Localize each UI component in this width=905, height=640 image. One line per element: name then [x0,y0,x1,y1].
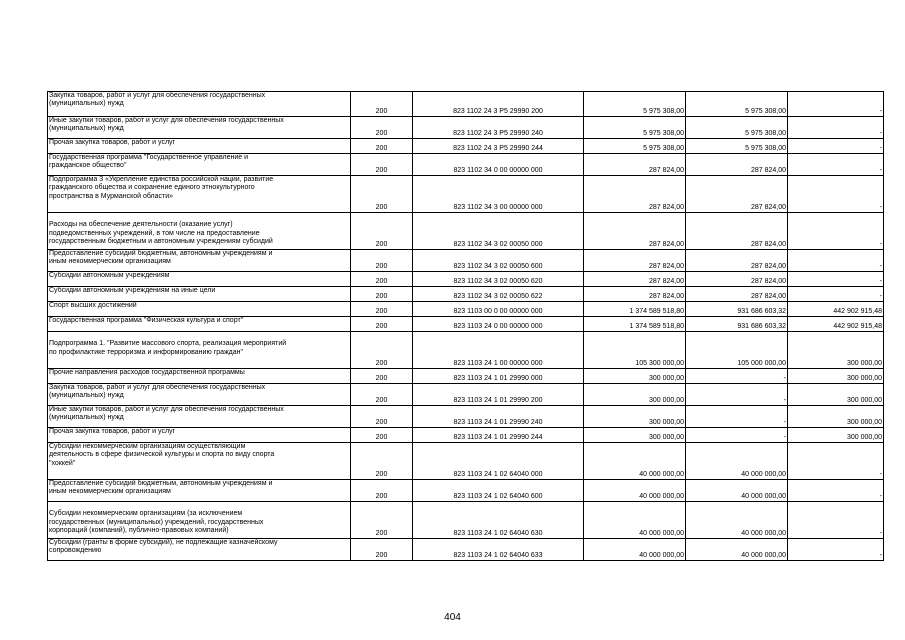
row-classification-code: 823 1103 24 1 01 29990 244 [413,428,584,443]
row-unexecuted-amount: 442 902 915,48 [788,302,884,317]
row-classification-code: 823 1103 24 1 01 29990 000 [413,369,584,384]
row-unexecuted-amount: - [788,176,884,213]
row-code: 200 [351,443,413,480]
row-code: 200 [351,302,413,317]
row-classification-code: 823 1103 00 0 00 00000 000 [413,302,584,317]
row-unexecuted-amount: - [788,539,884,561]
table-row [48,406,884,428]
row-executed-amount: 931 686 603,32 [686,317,788,332]
row-executed-amount: 40 000 000,00 [686,502,788,539]
row-code: 200 [351,117,413,139]
row-executed-amount: - [686,406,788,428]
row-name: Субсидии автономным учреждениям на иные цели [48,287,351,302]
table-row [48,443,884,480]
row-executed-amount: - [686,369,788,384]
row-executed-amount: 287 824,00 [686,250,788,272]
row-code: 200 [351,332,413,369]
row-approved-amount: 40 000 000,00 [584,443,686,480]
table-row [48,287,884,302]
row-executed-amount: 5 975 308,00 [686,92,788,117]
row-unexecuted-amount: - [788,272,884,287]
row-executed-amount: 287 824,00 [686,176,788,213]
row-code: 200 [351,213,413,250]
row-code: 200 [351,428,413,443]
row-name: Прочие направления расходов государственной программы [48,369,351,384]
row-unexecuted-amount: - [788,443,884,480]
table-row [48,317,884,332]
row-code: 200 [351,287,413,302]
row-approved-amount: 287 824,00 [584,287,686,302]
row-code: 200 [351,139,413,154]
row-executed-amount: 287 824,00 [686,154,788,176]
row-classification-code: 823 1103 24 1 02 64040 633 [413,539,584,561]
row-name: Государственная программа "Государственное управление и гражданское общество" [48,154,351,176]
row-executed-amount: 287 824,00 [686,213,788,250]
row-classification-code: 823 1103 24 1 00 00000 000 [413,332,584,369]
row-name: Расходы на обеспечение деятельности (оказание услуг) подведомственных учреждений, в том числе на предоставление государственным бюджетным и автономным учреждениям субсидий [48,213,351,250]
row-unexecuted-amount: 442 902 915,48 [788,317,884,332]
row-unexecuted-amount: 300 000,00 [788,428,884,443]
row-approved-amount: 287 824,00 [584,213,686,250]
row-name: Предоставление субсидий бюджетным, автономным учреждениям и иным некоммерческим организациям [48,250,351,272]
row-approved-amount: 105 300 000,00 [584,332,686,369]
row-unexecuted-amount: - [788,502,884,539]
row-approved-amount: 287 824,00 [584,272,686,287]
budget-table-body [48,92,884,561]
row-unexecuted-amount: - [788,250,884,272]
row-code: 200 [351,317,413,332]
row-executed-amount: 40 000 000,00 [686,443,788,480]
row-code: 200 [351,502,413,539]
table-row [48,213,884,250]
row-unexecuted-amount: 300 000,00 [788,332,884,369]
row-code: 200 [351,369,413,384]
row-name: Предоставление субсидий бюджетным, автономным учреждениям и иным некоммерческим организациям [48,480,351,502]
row-code: 200 [351,176,413,213]
row-code: 200 [351,272,413,287]
table-row [48,154,884,176]
budget-table [47,91,884,561]
row-executed-amount: - [686,384,788,406]
table-row [48,302,884,317]
row-executed-amount: 105 000 000,00 [686,332,788,369]
table-row [48,539,884,561]
row-name: Прочая закупка товаров, работ и услуг [48,139,351,154]
row-unexecuted-amount: - [788,139,884,154]
row-code: 200 [351,154,413,176]
row-approved-amount: 1 374 589 518,80 [584,302,686,317]
table-row [48,250,884,272]
row-code: 200 [351,406,413,428]
row-unexecuted-amount: - [788,117,884,139]
page-number: 404 [444,612,461,623]
row-classification-code: 823 1102 34 3 02 00050 622 [413,287,584,302]
row-name: Государственная программа "Физическая культура и спорт" [48,317,351,332]
row-classification-code: 823 1102 34 3 02 00050 000 [413,213,584,250]
row-name: Субсидии (гранты в форме субсидий), не подлежащие казначейскому сопровождению [48,539,351,561]
row-executed-amount: 5 975 308,00 [686,117,788,139]
row-approved-amount: 300 000,00 [584,406,686,428]
row-name: Подпрограмма 3 «Укрепление единства российской нации, развитие гражданского общества и сохранение единого этнокультурного пространства в Мурманской области» [48,176,351,213]
row-name: Субсидии некоммерческим организациям (за исключением государственных (муниципальных) учреждений, государственных корпораций (компаний), публично-правовых компаний) [48,502,351,539]
row-unexecuted-amount: 300 000,00 [788,406,884,428]
row-name: Субсидии некоммерческим организациям осуществляющим деятельность в сфере физической культуры и спорта по виду спорта "хоккей" [48,443,351,480]
row-approved-amount: 287 824,00 [584,176,686,213]
table-row [48,369,884,384]
row-name: Закупка товаров, работ и услуг для обеспечения государственных (муниципальных) нужд [48,384,351,406]
row-executed-amount: - [686,428,788,443]
row-approved-amount: 40 000 000,00 [584,502,686,539]
row-executed-amount: 287 824,00 [686,272,788,287]
row-approved-amount: 5 975 308,00 [584,92,686,117]
row-code: 200 [351,384,413,406]
table-row [48,384,884,406]
row-name: Иные закупки товаров, работ и услуг для обеспечения государственных (муниципальных) нужд [48,406,351,428]
row-approved-amount: 300 000,00 [584,369,686,384]
row-classification-code: 823 1103 24 0 00 00000 000 [413,317,584,332]
row-unexecuted-amount: - [788,287,884,302]
row-approved-amount: 1 374 589 518,80 [584,317,686,332]
row-classification-code: 823 1102 34 0 00 00000 000 [413,154,584,176]
row-classification-code: 823 1102 24 3 P5 29990 244 [413,139,584,154]
row-executed-amount: 287 824,00 [686,287,788,302]
row-name: Прочая закупка товаров, работ и услуг [48,428,351,443]
row-approved-amount: 5 975 308,00 [584,139,686,154]
row-unexecuted-amount: 300 000,00 [788,384,884,406]
row-code: 200 [351,92,413,117]
row-approved-amount: 287 824,00 [584,250,686,272]
row-name: Иные закупки товаров, работ и услуг для обеспечения государственных (муниципальных) нужд [48,117,351,139]
row-unexecuted-amount: - [788,92,884,117]
table-row [48,117,884,139]
row-executed-amount: 40 000 000,00 [686,539,788,561]
row-unexecuted-amount: - [788,154,884,176]
row-classification-code: 823 1102 34 3 02 00050 620 [413,272,584,287]
row-name: Спорт высших достижений [48,302,351,317]
row-classification-code: 823 1103 24 1 01 29990 200 [413,384,584,406]
row-code: 200 [351,480,413,502]
row-classification-code: 823 1103 24 1 02 64040 000 [413,443,584,480]
table-row [48,272,884,287]
row-classification-code: 823 1103 24 1 02 64040 600 [413,480,584,502]
row-name: Закупка товаров, работ и услуг для обеспечения государственных (муниципальных) нужд [48,92,351,117]
row-classification-code: 823 1103 24 1 02 64040 630 [413,502,584,539]
table-row [48,176,884,213]
row-approved-amount: 300 000,00 [584,428,686,443]
row-approved-amount: 287 824,00 [584,154,686,176]
row-classification-code: 823 1102 34 3 00 00000 000 [413,176,584,213]
row-executed-amount: 5 975 308,00 [686,139,788,154]
table-row [48,139,884,154]
table-row [48,92,884,117]
row-approved-amount: 5 975 308,00 [584,117,686,139]
row-unexecuted-amount: 300 000,00 [788,369,884,384]
row-classification-code: 823 1103 24 1 01 29990 240 [413,406,584,428]
row-name: Субсидии автономным учреждениям [48,272,351,287]
row-classification-code: 823 1102 24 3 P5 29990 200 [413,92,584,117]
row-executed-amount: 40 000 000,00 [686,480,788,502]
row-classification-code: 823 1102 34 3 02 00050 600 [413,250,584,272]
row-approved-amount: 40 000 000,00 [584,539,686,561]
row-classification-code: 823 1102 24 3 P5 29990 240 [413,117,584,139]
row-executed-amount: 931 686 603,32 [686,302,788,317]
table-row [48,502,884,539]
row-approved-amount: 300 000,00 [584,384,686,406]
table-row [48,480,884,502]
row-unexecuted-amount: - [788,480,884,502]
row-unexecuted-amount: - [788,213,884,250]
table-row [48,428,884,443]
row-name: Подпрограмма 1. "Развитие массового спорта, реализация мероприятий по профилактике терроризма и информированию граждан" [48,332,351,369]
row-code: 200 [351,539,413,561]
table-row [48,332,884,369]
row-code: 200 [351,250,413,272]
row-approved-amount: 40 000 000,00 [584,480,686,502]
